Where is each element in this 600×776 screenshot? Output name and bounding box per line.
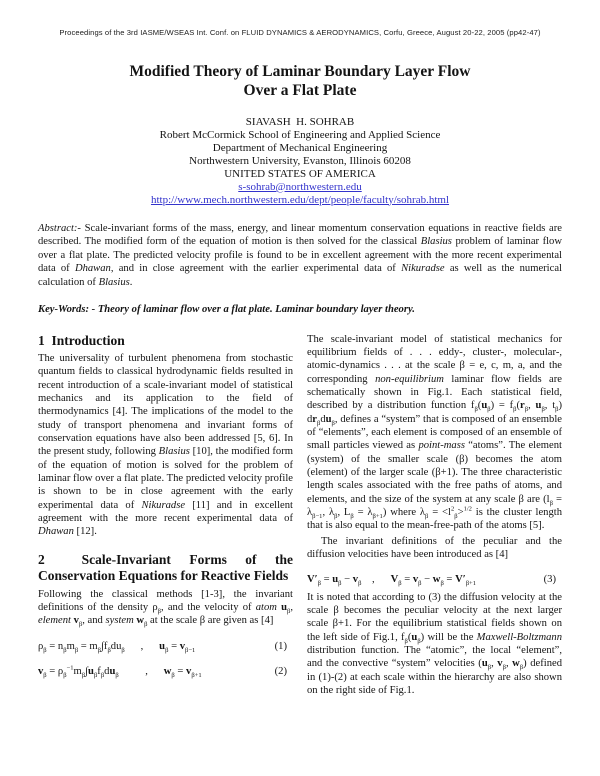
author-website-link[interactable]: http://www.mech.northwestern.edu/dept/people/faculty/sohrab.html [150, 193, 450, 206]
equation-3-body: $V'_\beta = u_\beta - v_\beta$ , $V_\beta = v_\beta - w_\beta = V'_{\beta+1}$ [307, 574, 477, 588]
author-name: SIAVASH H. SOHRAB [245, 115, 355, 128]
paper-title [38, 62, 562, 101]
two-column-body [38, 333, 562, 698]
diffusion-velocity-paragraph: It is noted that according to (3) the diffusion velocity at the scale β becomes the peculiar velocity at the next larger scale β+1. For the equilibrium statistical fields shown on the left side of Fig.1, $f_\beta(u_\beta)$ will be the Maxwell-Boltzmann distribution function. The “atomic”, the local “element”, and the convective “system” velocities ($u_\beta$, $v_\beta$, $w_\beta$) defined in (1)-(2) at each scale within the hierarchy are also shown on the right side of Fig.1. [307, 591, 562, 697]
equation-1 [38, 640, 293, 653]
equation-1-number: (1) [274, 640, 287, 652]
paper-title-line2: Over a Flat Plate [243, 82, 357, 100]
author-block [38, 116, 562, 207]
equation-2 [38, 665, 293, 678]
equation-1-body: $\rho_\beta = n_\beta m_\beta = m_\beta\int f_\beta du_\beta$ , $u_\beta = v_{\beta-1}$ [38, 640, 196, 654]
invariant-definitions-paragraph: The invariant definitions of the peculiar and the diffusion velocities have been introduced as [4] [307, 535, 562, 560]
section-1-heading: 1 Introduction [38, 332, 125, 348]
introduction-paragraph: The universality of turbulent phenomena from stochastic quantum fields to classical hydrodynamic fields resulted in recent introduction of a scale-invariant model of statistical mechanics and its application to the field of thermodynamics [4]. The implications of the model to the study of transport phenomena and invariant forms of conservation equations have also been addressed [5, 6]. In the present study, following Blasius [10], the modified form of the equation of motion is solved for the problem of laminar flow over a flat plate. The predicted velocity profile is shown to be in close agreement with the early experimental data of Nikuradse [11] and in excellent agreement with the more recent experimental data of Dhawan [12]. [38, 352, 293, 538]
author-affiliation-school: Robert McCormick School of Engineering and Applied Science [159, 128, 441, 141]
left-column [38, 333, 293, 698]
paper-title-line1: Modified Theory of Laminar Boundary Layer Flow [129, 63, 471, 80]
section-2-paragraph: Following the classical methods [1-3], the invariant definitions of the density $\rho_\beta$, and the velocity of atom $u_\beta$, element $v_\beta$, and system $w_\beta$ at the scale β are given as [4] [38, 588, 294, 629]
statistical-fields-paragraph: The scale-invariant model of statistical mechanics for equilibrium fields of . . . eddy-, cluster-, molecular-, atomic-dynamics . . . at the scale β = e, c, m, a, and the corresponding non-equilibrium laminar flow fields are schematically shown in Fig.1. Each statistical field, described by a distribution function $f_\beta(u_\beta) = f_\beta(r_\beta$, $u_\beta$, $t_\beta$) $dr_\beta du_\beta$, defines a “system” that is composed of an ensemble of “elements”, each element is composed of an ensemble of small particles viewed as point-mass “atoms”. The element (system) of the smaller scale (β) becomes the atom (element) of the larger scale (β+1). The three characteristic length scales associated with the free paths of atoms, and elements, and the size of the system at any scale β are ($l_\beta = \lambda_{\beta-1}$, $\lambda_\beta$, $L_\beta = \lambda_{\beta+1}$) where $\lambda_\beta = <l^2_\beta>^{1/2}$ is the cluster length that is also equal to the mean-free-path of the atoms [5]. [307, 333, 563, 532]
section-2-heading: 2 Scale-Invariant Forms of the Conservation Equations for Reactive Fields [38, 551, 293, 584]
equation-3 [307, 573, 562, 586]
author-affiliation-university: Northwestern University, Evanston, Illinois 60208 [189, 154, 411, 167]
author-email-link[interactable]: s-sohrab@northwestern.edu [238, 180, 362, 193]
equation-2-body: $v_\beta = \rho_\beta^{-1}m_\beta\int u_\beta f_\beta du_\beta$ , $w_\beta = v_{\beta+1}$ [38, 664, 202, 680]
keywords-line: Key-Words: - Theory of laminar flow over a flat plate. Laminar boundary layer theory. [38, 304, 415, 316]
equation-3-number: (3) [543, 574, 556, 586]
author-affiliation-department: Department of Mechanical Engineering [212, 141, 388, 154]
abstract-paragraph: Abstract:- Scale-invariant forms of the mass, energy, and linear momentum conservation equations in reactive fields are described. The modified form of the equation of motion is then solved for the classical Blasius problem of laminar flow over a flat plate. The predicted velocity profile is found to be in excellent agreement with the more recent experimental data of Dhawan, and in close agreement with the earlier experimental data of Nikuradse as well as the numerical calculation of Blasius. [38, 222, 563, 288]
equation-2-number: (2) [274, 666, 287, 678]
right-column [307, 333, 562, 698]
proceedings-header: Proceedings of the 3rd IASME/WSEAS Int. Conf. on FLUID DYNAMICS & AERODYNAMICS, Corfu, Greece, August 20-22, 2005 (pp42-47) [59, 28, 541, 37]
author-country: UNITED STATES OF AMERICA [224, 167, 376, 180]
